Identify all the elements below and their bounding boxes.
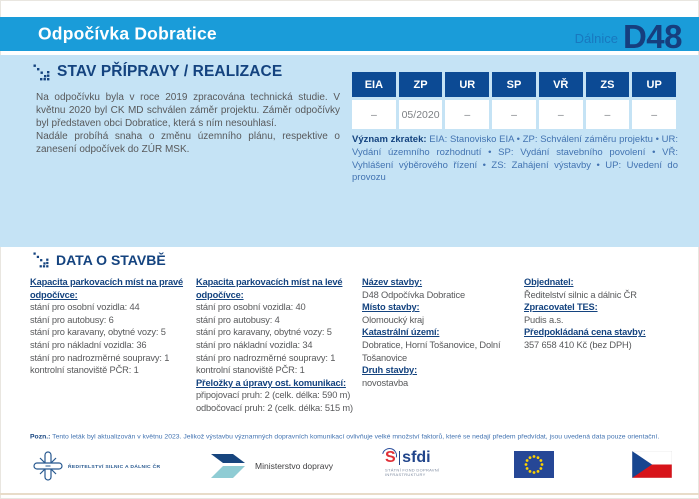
column-heading: Název stavby:	[362, 277, 423, 287]
status-section-header	[33, 63, 282, 81]
header-bar	[0, 17, 699, 55]
data-section-title: DATA O STAVBĚ	[56, 252, 166, 268]
status-description	[36, 91, 340, 156]
milestone-header: UR	[445, 72, 489, 97]
ministry-chevrons-icon	[210, 453, 246, 479]
data-item: stání pro autobusy: 4	[196, 314, 280, 325]
data-column-identification	[362, 276, 518, 389]
sfdi-divider	[399, 451, 401, 465]
road-number: D48	[622, 17, 682, 55]
milestone-header: ZS	[586, 72, 630, 97]
data-item: připojovací pruh: 2 (celk. délka: 590 m)	[196, 390, 351, 401]
legend-text: EIA: Stanovisko EIA • ZP: Schválení záměru projektu • UR: Vydání územního rozhodnutí • SP: Vydání stavebního povolení • VŘ: Vyhlášení výběrového řízení • ZS: Zahájení výstavby • UP: Uvedení do provozu	[352, 134, 679, 184]
ministry-of-transport-logo	[210, 453, 333, 479]
data-column-left-rest-area	[196, 276, 362, 415]
rsd-interchange-icon	[33, 451, 63, 481]
milestone-value: –	[586, 100, 630, 129]
milestone-value: –	[352, 100, 396, 129]
column-heading: Katastrální území:	[362, 327, 440, 338]
column-heading: Předpokládaná cena stavby:	[524, 327, 646, 338]
sfdi-name: sfdi	[402, 449, 431, 466]
data-item: Olomoucký kraj	[362, 314, 424, 325]
sfdi-logo	[385, 450, 494, 486]
data-item: Ředitelství silnic a dálnic ČR	[524, 289, 637, 300]
data-section-header	[33, 252, 166, 268]
column-heading: Přeložky a úpravy ost. komunikací:	[196, 377, 346, 388]
data-item: 357 658 410 Kč (bez DPH)	[524, 339, 632, 350]
note-text: Tento leták byl aktualizován v květnu 2023. Jelikož výstavbu významných dopravních komunikací ovlivňuje velké množství faktorů, které se nedají předem předvídat, jsou uvedená data pouze orientační.	[50, 433, 660, 441]
data-item: Dobratice, Horní Tošanovice, Dolní Tošanovice	[362, 339, 501, 363]
milestone-header: VŘ	[539, 72, 583, 97]
ministry-logo-label: Ministerstvo dopravy	[255, 461, 333, 471]
data-item: stání pro nadrozměrné soupravy: 1	[30, 352, 170, 363]
data-item: stání pro nákladní vozidla: 34	[196, 339, 313, 350]
road-designation	[574, 17, 682, 55]
sfdi-wordmark	[385, 450, 431, 466]
rsd-logo-label: ŘEDITELSTVÍ SILNIC A DÁLNIC ČR	[68, 463, 161, 469]
milestones-table	[352, 72, 676, 129]
milestone-value: –	[539, 100, 583, 129]
dotted-arrow-icon	[33, 64, 50, 81]
road-type-label: Dálnice	[574, 31, 618, 46]
sfdi-subtitle: STÁTNÍ FOND DOPRAVNÍ INFRASTRUKTURY	[385, 468, 440, 477]
milestone-value: –	[445, 100, 489, 129]
milestones-value-row	[352, 100, 676, 129]
column-heading: Kapacita parkovacích míst na levé odpočívce:	[196, 277, 343, 300]
milestone-header: SP	[492, 72, 536, 97]
data-item: D48 Odpočívka Dobratice	[362, 289, 466, 300]
abbreviations-legend	[352, 134, 678, 185]
rsd-logo	[33, 451, 217, 481]
column-heading: Objednatel:	[524, 277, 574, 287]
data-column-parties	[524, 276, 692, 352]
czech-flag-icon	[632, 451, 672, 483]
data-column-right-rest-area	[30, 276, 200, 377]
column-heading: Kapacita parkovacích míst na pravé odpočívce:	[30, 277, 184, 300]
data-item: stání pro karavany, obytné vozy: 5	[196, 327, 332, 338]
legend-label: Význam zkratek:	[352, 134, 427, 145]
column-heading: Zpracovatel TES:	[524, 302, 598, 313]
milestone-value: –	[632, 100, 676, 129]
status-section-title: STAV PŘÍPRAVY / REALIZACE	[57, 63, 283, 80]
milestone-header: ZP	[399, 72, 443, 97]
milestone-value: 05/2020	[399, 100, 443, 129]
milestones-header-row	[352, 72, 676, 97]
footer-note	[30, 433, 696, 440]
sfdi-s-letter: S	[385, 450, 396, 466]
milestone-header: EIA	[352, 72, 396, 97]
data-item: kontrolní stanoviště PČR: 1	[30, 365, 139, 376]
data-item: novostavba	[362, 377, 409, 388]
data-item: odbočovací pruh: 2 (celk. délka: 515 m)	[196, 402, 353, 413]
data-item: stání pro karavany, obytné vozy: 5	[30, 327, 166, 338]
data-item: stání pro nákladní vozidla: 36	[30, 339, 147, 350]
data-item: stání pro nadrozměrné soupravy: 1	[196, 352, 336, 363]
milestone-header: UP	[632, 72, 676, 97]
column-heading: Místo stavby:	[362, 302, 420, 313]
sfdi-arc-icon	[379, 445, 399, 465]
data-item: stání pro autobusy: 6	[30, 314, 114, 325]
dotted-arrow-icon	[33, 252, 49, 268]
note-label: Pozn.:	[30, 433, 51, 441]
data-item: kontrolní stanoviště PČR: 1	[196, 365, 305, 376]
eu-flag-icon	[514, 451, 554, 483]
data-item: Pudis a.s.	[524, 314, 564, 325]
status-paragraph: Nadále probíhá snaha o změnu územního plánu, respektive o zanesení odpočívek do ZÚR MSK.	[36, 131, 340, 155]
milestone-value: –	[492, 100, 536, 129]
column-heading: Druh stavby:	[362, 365, 418, 376]
data-item: stání pro osobní vozidla: 44	[30, 302, 140, 313]
status-paragraph: Na odpočívku byla v roce 2019 zpracována technická studie. V květnu 2020 byl CK MD schválen záměr projektu. Záměr odpočívky byl představen obci Dobratice, která s ním nesouhlasí.	[36, 92, 340, 129]
page-title: Odpočívka Dobratice	[38, 23, 217, 44]
data-item: stání pro osobní vozidla: 40	[196, 302, 306, 313]
